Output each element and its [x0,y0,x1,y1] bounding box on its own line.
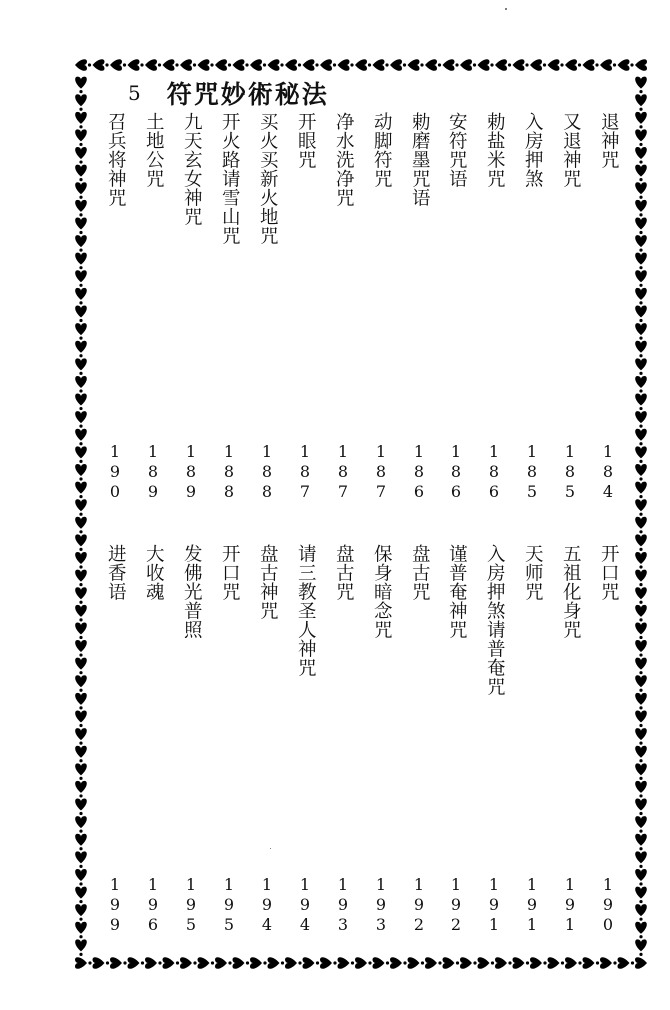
toc-entry [555,112,585,188]
toc-entry [138,112,168,188]
entry-title: 天师咒 [522,544,544,601]
toc-entry [290,112,320,169]
toc-entry [214,112,244,245]
entry-page-number: 1 9 4 [261,875,273,934]
toc-entry [176,544,206,639]
entry-page-number: 1 9 0 [109,442,121,501]
entry-title: 盘古神咒 [257,544,279,620]
entry-title: 发佛光普照 [181,544,203,639]
toc-entry [404,112,434,207]
toc-entry [214,544,244,601]
toc-entry [252,544,282,620]
entry-title: 入房押煞请普奄咒 [484,544,506,696]
toc-entry [100,544,130,601]
entry-title: 谨普奄神咒 [446,544,468,639]
entry-title: 请三教圣人神咒 [295,544,317,677]
entry-page-number: 1 8 9 [185,442,197,501]
entry-title: 安符咒语 [446,112,468,188]
entry-title: 动脚符咒 [371,112,393,188]
entry-page-number: 1 9 2 [450,875,462,934]
entry-title: 勅盐米咒 [484,112,506,188]
toc-entry [100,112,130,207]
entry-page-number: 1 9 3 [375,875,387,934]
toc-entry [138,544,168,601]
toc-entry [517,112,547,188]
toc-entry [176,112,206,226]
page-header [128,76,329,110]
entry-page-number: 1 8 5 [564,442,576,501]
entry-page-number: 1 8 8 [261,442,273,501]
page-number: 5 [128,81,141,105]
entry-page-number: 1 8 6 [488,442,500,501]
entry-title: 退神咒 [598,112,620,169]
entry-title: 五祖化身咒 [560,544,582,639]
entry-page-number: 1 9 1 [526,875,538,934]
entry-page-number: 1 8 8 [223,442,235,501]
heart-chain-border-icon [74,58,648,970]
decorative-border [74,58,648,970]
page-title: 符咒妙術秘法 [166,80,329,109]
entry-title: 开口咒 [598,544,620,601]
toc-entry [593,112,623,169]
toc-entry [479,112,509,188]
entry-page-number: 1 9 0 [602,875,614,934]
toc-entry [252,112,282,245]
entry-page-number: 1 9 5 [223,875,235,934]
entry-page-number: 1 8 5 [526,442,538,501]
entry-title: 开眼咒 [295,112,317,169]
entry-page-number: 1 9 5 [185,875,197,934]
entry-page-number: 1 9 3 [337,875,349,934]
toc-entry [404,544,434,601]
entry-title: 盘古咒 [409,544,431,601]
entry-page-number: 1 8 7 [299,442,311,501]
toc-entry [517,544,547,601]
entry-title: 进香语 [105,544,127,601]
entry-page-number: 1 9 4 [299,875,311,934]
scan-speck [505,8,507,10]
entry-page-number: 1 8 7 [337,442,349,501]
toc-entry [328,112,358,207]
entry-title: 又退神咒 [560,112,582,188]
entry-title: 保身暗念咒 [371,544,393,639]
scan-speck [270,848,271,849]
entry-page-number: 1 8 4 [602,442,614,501]
entry-page-number: 1 9 9 [109,875,121,934]
toc-entry [366,112,396,188]
entry-title: 净水洗净咒 [333,112,355,207]
entry-title: 土地公咒 [143,112,165,188]
toc-entry [441,112,471,188]
entry-title: 入房押煞 [522,112,544,188]
entry-title: 开口咒 [219,544,241,601]
toc-entry [441,544,471,639]
entry-title: 大收魂 [143,544,165,601]
entry-page-number: 1 9 1 [564,875,576,934]
toc-entry [593,544,623,601]
toc-entry [555,544,585,639]
entry-title: 盘古咒 [333,544,355,601]
entry-page-number: 1 9 1 [488,875,500,934]
toc-entry [328,544,358,601]
entry-title: 召兵将神咒 [105,112,127,207]
entry-title: 九天玄女神咒 [181,112,203,226]
entry-page-number: 1 9 2 [413,875,425,934]
entry-page-number: 1 8 6 [450,442,462,501]
toc-entry [290,544,320,677]
entry-page-number: 1 8 6 [413,442,425,501]
entry-title: 买火买新火地咒 [257,112,279,245]
toc-entry [479,544,509,696]
entry-title: 勅磨墨咒语 [409,112,431,207]
entry-page-number: 1 8 9 [147,442,159,501]
entry-page-number: 1 9 6 [147,875,159,934]
toc-entry [366,544,396,639]
entry-title: 开火路请雪山咒 [219,112,241,245]
entry-page-number: 1 8 7 [375,442,387,501]
